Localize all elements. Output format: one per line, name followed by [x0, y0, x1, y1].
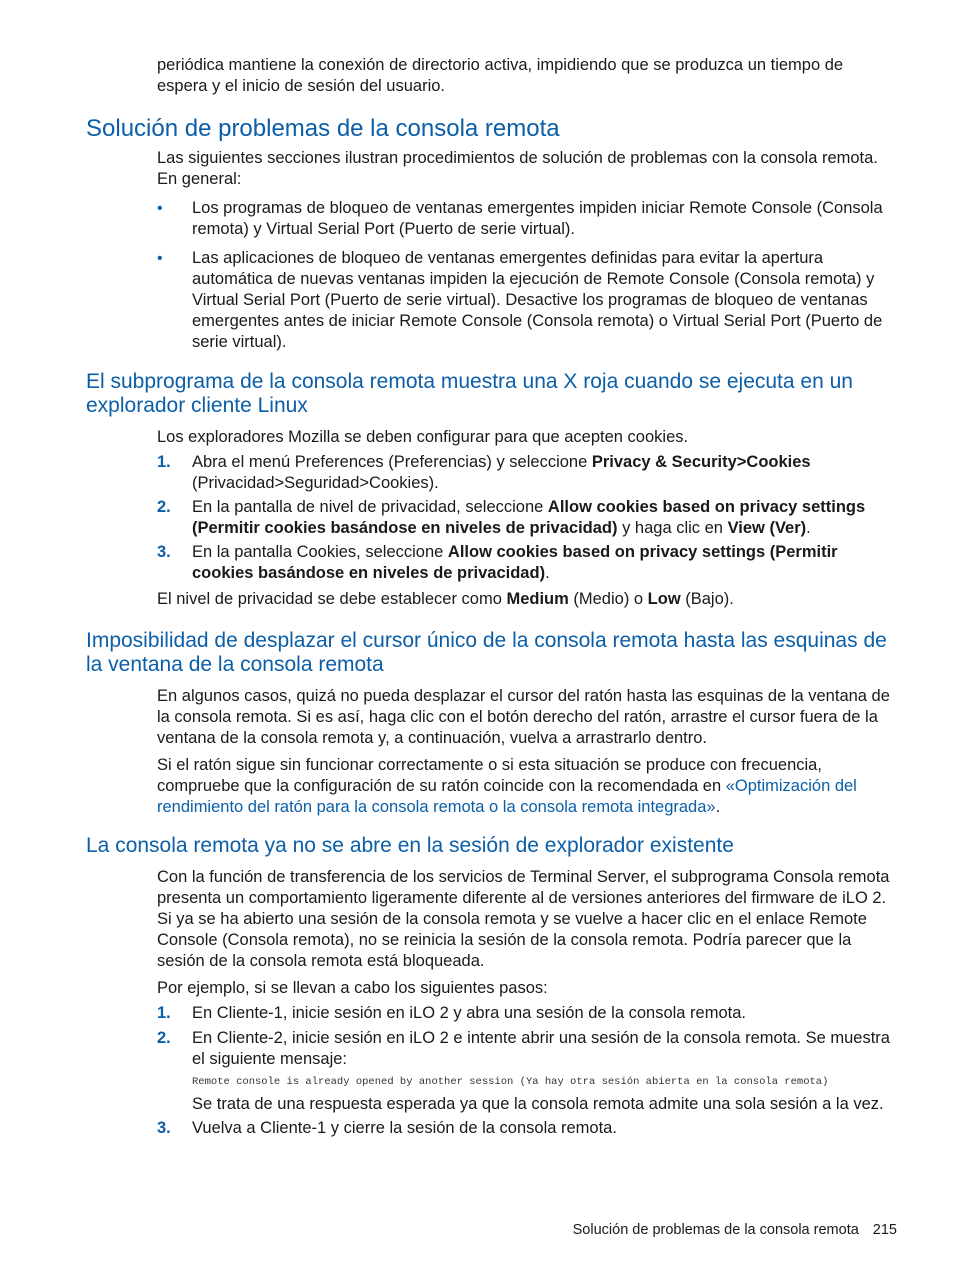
step-text: (Privacidad>Seguridad>Cookies). — [192, 474, 439, 492]
cross-reference-link[interactable]: «Optimización del rendimiento del ratón para la consola remota o la consola remota integrada» — [157, 777, 857, 816]
ui-value: Medium — [506, 590, 569, 608]
intro-paragraph: periódica mantiene la conexión de directorio activa, impidiendo que se produzca un tiempo de espera y el inicio de sesión del usuario. — [157, 56, 844, 95]
paragraph-text: . — [715, 798, 721, 816]
ui-option: Allow cookies based on privacy settings (Permitir cookies basándose en niveles de privacidad) — [192, 498, 866, 537]
step-text: Vuelva a Cliente-1 y cierre la sesión de la consola remota. — [192, 1119, 617, 1137]
ui-button: View (Ver) — [727, 519, 807, 537]
paragraph — [157, 755, 897, 818]
step-number: 1. — [157, 453, 171, 471]
step-text: En la pantalla de nivel de privacidad, seleccione — [192, 498, 548, 516]
paragraph-text: El nivel de privacidad se debe establecer como — [157, 590, 507, 608]
step-number: 2. — [157, 1029, 171, 1047]
step-item — [157, 497, 897, 539]
section-heading: Solución de problemas de la consola remota — [86, 115, 560, 142]
section-heading: El subprograma de la consola remota muestra una X roja cuando se ejecuta en un explorador cliente Linux — [86, 370, 853, 417]
step-item — [157, 1028, 897, 1115]
step-number: 3. — [157, 1119, 171, 1137]
step-list — [157, 452, 897, 584]
step-number: 3. — [157, 543, 171, 561]
page-number: 215 — [872, 1222, 897, 1238]
section-body — [157, 148, 897, 353]
step-text: y haga clic en — [617, 519, 728, 537]
ui-option: Allow cookies based on privacy settings (Permitir cookies basándose en niveles de privacidad) — [192, 543, 838, 582]
paragraph-text: (Medio) o — [568, 590, 648, 608]
step-text: En Cliente-1, inicie sesión en iLO 2 y abra una sesión de la consola remota. — [192, 1004, 746, 1022]
section-body — [157, 427, 897, 610]
section-lead: Los exploradores Mozilla se deben configurar para que acepten cookies. — [157, 428, 689, 446]
step-text: En Cliente-2, inicie sesión en iLO 2 e intente abrir una sesión de la consola remota. Se muestra el siguiente mensaje: — [192, 1029, 890, 1068]
list-item-text: Las aplicaciones de bloqueo de ventanas emergentes definidas para evitar la apertura automática de nuevas ventanas impiden la ejecución de Remote Console (Consola remota) y Virtual Serial Port (Puerto de serie virtual). Desactive los programas de bloqueo de ventanas emergentes antes de iniciar Remote Console (Consola remota) o Virtual Serial Port (Puerto de serie virtual). — [192, 249, 883, 351]
paragraph-text: (Bajo). — [680, 590, 734, 608]
step-text: . — [806, 519, 811, 537]
section-lead: Las siguientes secciones ilustran procedimientos de solución de problemas con la consola remota. En general: — [157, 149, 878, 188]
ui-path: Privacy & Security>Cookies — [591, 453, 811, 471]
console-message: Remote console is already opened by another session (Ya hay otra sesión abierta en la consola remota) — [192, 1076, 829, 1088]
step-number: 2. — [157, 498, 171, 516]
step-text: Abra el menú Preferences (Preferencias) y seleccione — [192, 453, 592, 471]
section-body — [157, 686, 897, 818]
bullet-icon: • — [157, 200, 163, 217]
bullet-icon: • — [157, 250, 163, 267]
step-item — [157, 452, 897, 494]
paragraph: Con la función de transferencia de los servicios de Terminal Server, el subprograma Consola remota presenta un comportamiento ligeramente diferente al de versiones anteriores del firmware de iLO 2. Si ya se ha abierto una sesión de la consola remota y se vuelve a hacer clic en el enlace Remote Console (Consola remota), no se reinicia la sesión de la consola remota. Podría parecer que la sesión de la consola remota está bloqueada. — [157, 868, 890, 970]
list-item — [157, 248, 897, 353]
section-remote-console-troubleshooting — [0, 115, 901, 353]
paragraph: En algunos casos, quizá no pueda desplazar el cursor del ratón hasta las esquinas de la ventana de la consola remota. Si es así, haga clic con el botón derecho del ratón, arrastre el cursor fuera de la ventana de la consola remota y, a continuación, vuelva a arrastrarlo dentro. — [157, 687, 890, 747]
step-text: . — [545, 564, 550, 582]
step-list — [157, 1003, 897, 1139]
intro-block — [157, 55, 897, 97]
section-cursor-corners — [0, 629, 901, 818]
section-heading: La consola remota ya no se abre en la sesión de explorador existente — [86, 834, 734, 857]
ui-value: Low — [647, 590, 681, 608]
step-text: En la pantalla Cookies, seleccione — [192, 543, 448, 561]
list-item — [157, 198, 897, 240]
step-item — [157, 542, 897, 584]
running-title: Solución de problemas de la consola remota — [572, 1222, 859, 1238]
step-number: 1. — [157, 1004, 171, 1022]
closing-paragraph — [157, 589, 897, 610]
step-item — [157, 1003, 897, 1024]
list-item-text: Los programas de bloqueo de ventanas emergentes impiden iniciar Remote Console (Consola remota) y Virtual Serial Port (Puerto de serie virtual). — [192, 199, 883, 238]
section-heading: Imposibilidad de desplazar el cursor único de la consola remota hasta las esquinas de la ventana de la consola remota — [86, 629, 887, 676]
paragraph-text: Si el ratón sigue sin funcionar correctamente o si esta situación se produce con frecuencia, compruebe que la configuración de su ratón coincide con la recomendada en — [157, 756, 822, 795]
page-footer — [157, 1222, 897, 1238]
paragraph: Por ejemplo, si se llevan a cabo los siguientes pasos: — [157, 979, 548, 997]
step-note: Se trata de una respuesta esperada ya que la consola remota admite una sola sesión a la vez. — [192, 1095, 884, 1113]
bullet-list — [157, 198, 897, 353]
section-body — [157, 867, 897, 1139]
section-console-not-opening — [0, 834, 901, 1139]
step-item — [157, 1118, 897, 1139]
section-red-x-linux — [0, 370, 901, 610]
